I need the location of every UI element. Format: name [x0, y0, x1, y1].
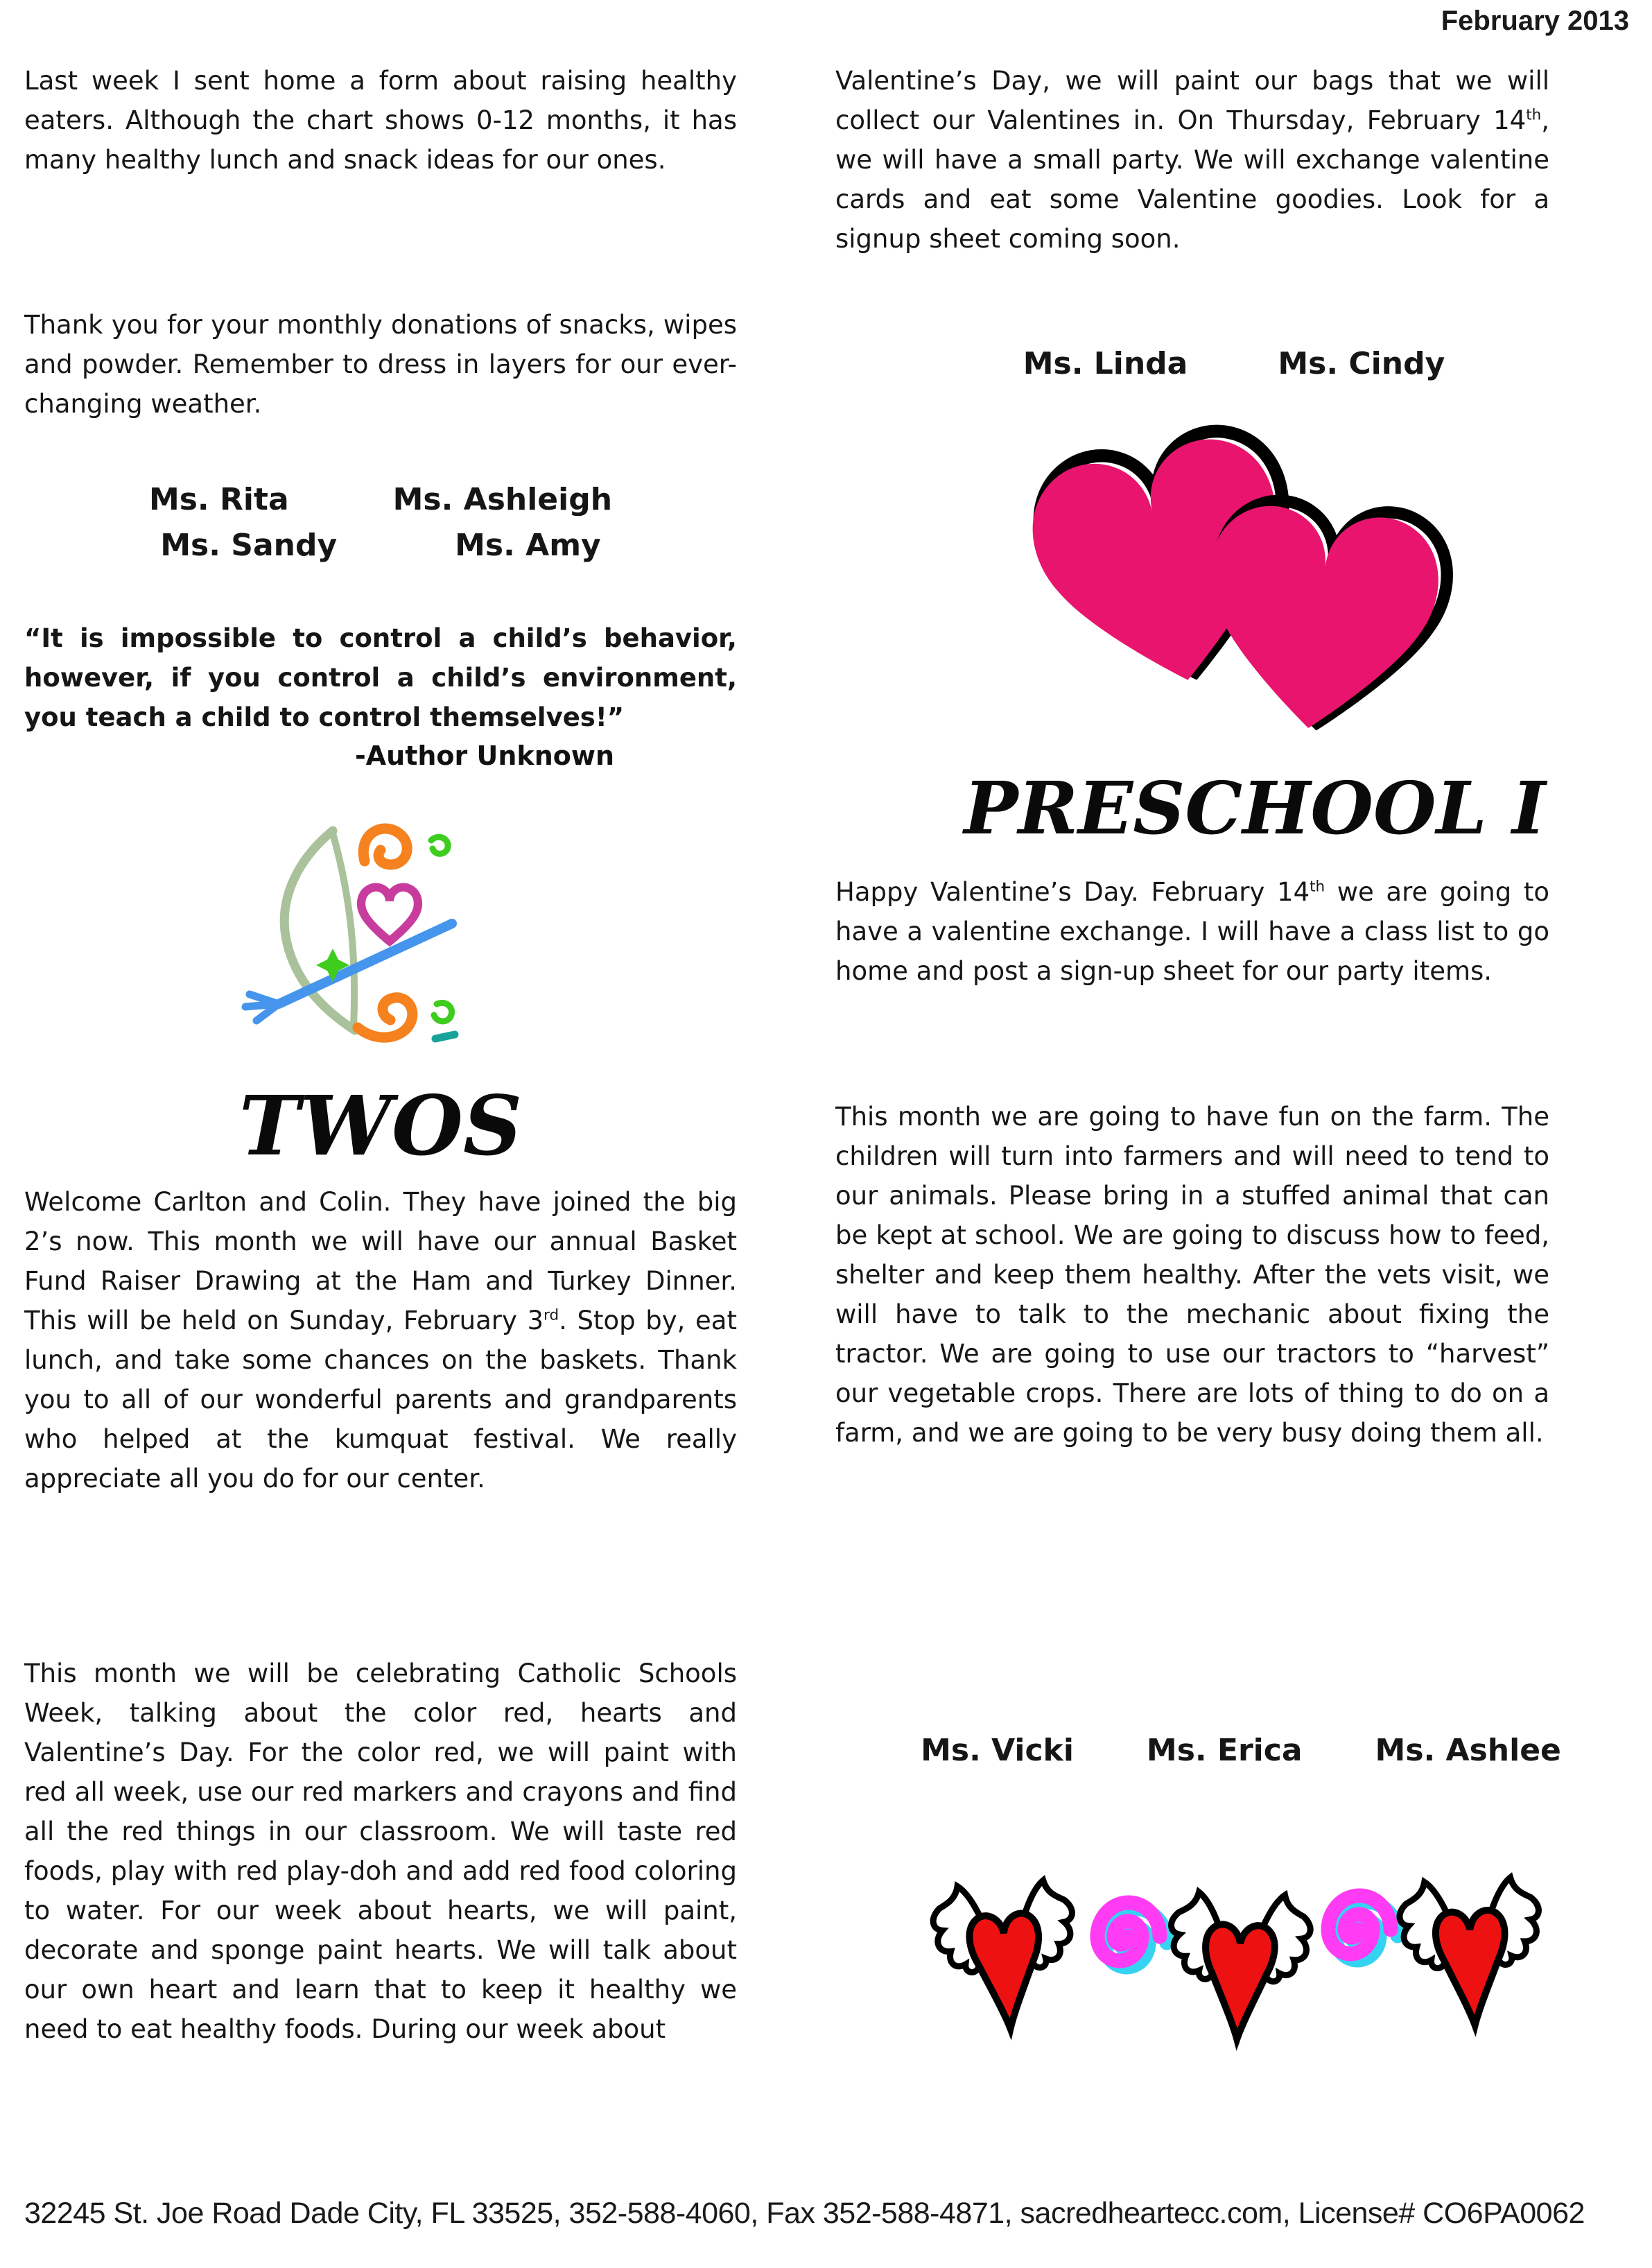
bow-string — [333, 833, 354, 1028]
ones-teacher-names — [24, 477, 737, 569]
preschool-teacher-names-bottom — [835, 1728, 1598, 1774]
twos-paragraph-2: This month we will be celebrating Catholic Schools Week, talking about the color red, hearts and Valentine’s Day. For the color red, we will paint with red all week, use our red markers and crayons and find all the red things in our classroom. We will taste red foods, play with red play-doh and add red food coloring to water. For our week about hearts, we will paint, decorate and sponge paint hearts. We will talk about our own heart and learn that to keep it healthy we need to eat healthy foods. During our week about — [24, 1659, 737, 2044]
pink-hearts-image — [1009, 415, 1480, 761]
footer-address-line: 32245 St. Joe Road Dade City, FL 33525, 352-588-4060, Fax 352-588-4871, sacredheartecc.com, License# CO6PA0062 — [24, 2197, 1585, 2230]
teacher-name: Ms. Amy — [455, 528, 601, 563]
magenta-heart-outline — [361, 888, 418, 942]
teacher-name: Ms. Rita — [148, 482, 289, 517]
green-squiggle — [431, 837, 448, 854]
teacher-name: Ms. Sandy — [160, 528, 338, 563]
arrow-fletching — [245, 994, 279, 1021]
teacher-names-row — [24, 523, 737, 569]
winged-heart-icon — [931, 1878, 1080, 2033]
ones-paragraph-2: Thank you for your monthly donations of snacks, wipes and powder. Remember to dress in layers for our ever-changing weather. — [24, 310, 737, 419]
teacher-names-row — [24, 477, 737, 523]
green-curl — [434, 1003, 452, 1021]
behavior-quote: “It is impossible to control a child’s behavior, however, if you control a child’s environment, you teach a child to control themselves!” — [24, 623, 737, 732]
pink-heart-right — [1194, 494, 1453, 741]
teacher-name: Ms. Vicki — [921, 1733, 1074, 1768]
winged-hearts-border-image — [891, 1822, 1570, 2100]
ones-paragraph-1: Last week I sent home a form about raising healthy eaters. Although the chart shows 0-12 months, it has many healthy lunch and snack ideas for our ones. — [24, 66, 737, 175]
winged-heart-icon — [1398, 1876, 1544, 2029]
teal-dash — [435, 1035, 455, 1039]
teacher-name: Ms. Ashleigh — [392, 482, 613, 517]
winged-heart-icon — [1167, 1892, 1312, 2042]
preschool-paragraph-1: Happy Valentine’s Day. February 14th we are going to have a valentine exchange. I will have a class list to go home and post a sign-up sheet for our party items. — [835, 877, 1550, 986]
swirl-icon — [1097, 1903, 1167, 1967]
preschool-paragraph-2: This month we are going to have fun on the farm. The children will turn into farmers and will need to tend to our animals. Please bring in a stuffed animal that can be kept at school. We are going to discuss how to feed, shelter and keep them healthy. After the vets visit, we will have to talk to the mechanic about fixing the tractor. We are going to use our tractors to “harvest” our vegetable crops. There are lots of thing to do on a farm, and we are going to be very busy doing them all. — [835, 1102, 1549, 1448]
valentine-continuation-paragraph: Valentine’s Day, we will paint our bags that we will collect our Valentines in. On Thursday, February 14th, we will have a small party. We will exchange valentine cards and eat some Valentine goodies. Look for a signup sheet coming soon. — [835, 66, 1549, 254]
swirl-icon — [1328, 1896, 1398, 1960]
quote-author: -Author Unknown — [354, 741, 615, 771]
page-date: February 2013 — [1441, 6, 1629, 36]
preschool-heading: PRESCHOOL I — [964, 765, 1546, 851]
cupid-bow-arrow-doodle-image — [229, 818, 464, 1057]
twos-paragraph-1: Welcome Carlton and Colin. They have joined the big 2’s now. This month we will have our annual Basket Fund Raiser Drawing at the Ham and Turkey Dinner. This will be held on Sunday, February 3rd. Stop by, eat lunch, and take some chances on the baskets. Thank you to all of our wonderful parents and grandparents who helped at the kumquat festival. We really appreciate all you do for our center. — [24, 1187, 737, 1494]
preschool-teacher-names-top — [835, 341, 1591, 387]
teacher-name: Ms. Linda — [1023, 346, 1188, 381]
arrow-shaft — [279, 924, 452, 1004]
orange-curl-bottom — [358, 998, 412, 1037]
orange-curl-top — [363, 829, 407, 865]
teacher-name: Ms. Ashlee — [1375, 1733, 1561, 1768]
teacher-name: Ms. Cindy — [1278, 346, 1445, 381]
teacher-name: Ms. Erica — [1146, 1733, 1303, 1768]
twos-heading: TWOS — [238, 1077, 523, 1174]
